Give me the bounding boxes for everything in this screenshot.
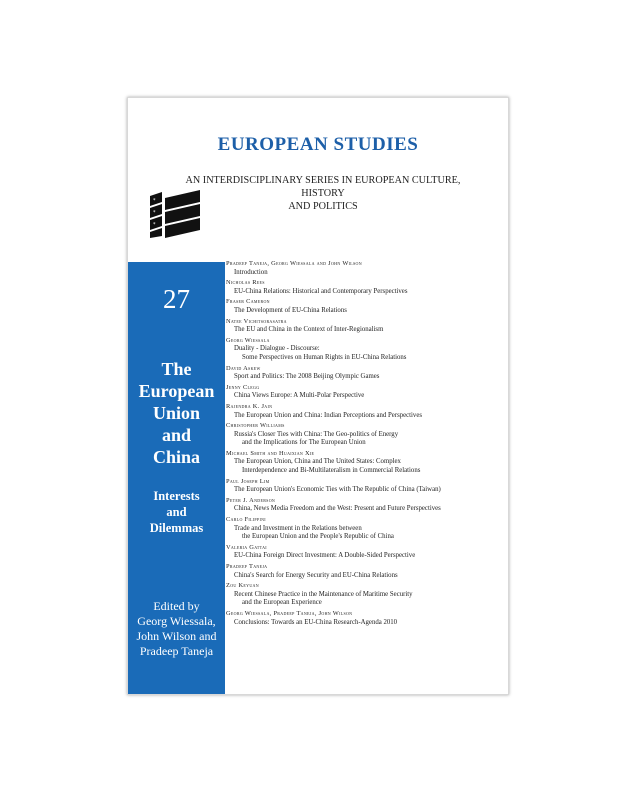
- volume-number: 27: [163, 284, 190, 314]
- toc-author: Zou Keyuan: [226, 582, 259, 590]
- toc-author: Jenny Clegg: [226, 383, 260, 391]
- toc-chapter-title: China, News Media Freedom and the West: Present and Future Perspectives: [234, 505, 441, 513]
- series-subtitle-line: AND POLITICS: [288, 201, 358, 212]
- toc-author: Peter J. Anderson: [226, 496, 276, 504]
- series-title: EUROPEAN STUDIES: [217, 134, 419, 155]
- toc-author: Natee Vichitsorasatra: [226, 317, 287, 325]
- toc-author: Valeria Gattai: [226, 543, 267, 551]
- toc-entry: [226, 260, 504, 277]
- toc-author: David Askew: [226, 364, 261, 372]
- toc-chapter-title: The European Union's Economic Ties with The Republic of China (Taiwan): [234, 486, 441, 494]
- book-subtitle-line: Dilemmas: [149, 521, 204, 535]
- toc-chapter-title: The European Union, China and The United States: Complex: [234, 458, 401, 466]
- toc-entry: [226, 298, 504, 315]
- toc-chapter-title: and the European Experience: [242, 599, 322, 607]
- book-title-line: European: [138, 381, 215, 401]
- toc-entry: [226, 582, 504, 608]
- toc-entry: [226, 478, 504, 495]
- toc-entry: [226, 318, 504, 335]
- toc-chapter-title: EU-China Foreign Direct Investment: A Double-Sided Perspective: [234, 552, 416, 560]
- toc-entry: [226, 403, 504, 420]
- toc-entry: [226, 422, 504, 448]
- book-subtitle-line: Interests: [153, 489, 200, 503]
- toc-chapter-title: Recent Chinese Practice in the Maintenance of Maritime Security: [234, 590, 413, 598]
- european-studies-logo-icon: [148, 190, 202, 238]
- toc-chapter-title: China Views Europe: A Multi-Polar Perspective: [234, 392, 365, 400]
- editors-line: John Wilson and: [136, 629, 217, 643]
- editors-line: Edited by: [153, 599, 200, 613]
- toc-chapter-title: and the Implications for The European Union: [242, 439, 366, 447]
- toc-author: Georg Wiessala: [226, 336, 270, 344]
- toc-author: Michael Smith and Huaixian Xie: [226, 449, 315, 457]
- toc-entry: [226, 563, 504, 580]
- table-of-contents: [226, 260, 504, 629]
- toc-author: Pradeep Taneja: [226, 563, 268, 570]
- toc-chapter-title: the European Union and the People's Republic of China: [242, 533, 394, 541]
- toc-chapter-title: EU-China Relations: Historical and Contemporary Perspectives: [234, 287, 408, 295]
- toc-entry: [226, 610, 504, 627]
- toc-author: Christopher Williams: [226, 422, 285, 430]
- toc-chapter-title: China's Search for Energy Security and EU-China Relations: [234, 571, 398, 579]
- toc-chapter-title: The EU and China in the Context of Inter-Regionalism: [234, 326, 384, 334]
- toc-entry: [226, 384, 504, 401]
- toc-chapter-title: Russia's Closer Ties with China: The Geo-politics of Energy: [234, 430, 399, 438]
- toc-entry: [226, 516, 504, 542]
- toc-author: Rajendra K. Jain: [226, 402, 273, 410]
- toc-chapter-title: Conclusions: Towards an EU-China Research-Agenda 2010: [234, 618, 398, 626]
- editors: [128, 599, 225, 659]
- blue-sidebar: [128, 262, 225, 694]
- toc-author: Georg Wiessala, Pradeep Taneja, John Wilson: [226, 609, 353, 617]
- svg-text:*: *: [153, 198, 156, 204]
- book-title-line: The: [161, 359, 192, 379]
- book-title-line: Union: [152, 403, 201, 423]
- toc-entry: [226, 497, 504, 514]
- toc-entry: [226, 544, 504, 561]
- toc-chapter-title: Interdependence and Bi-Multilateralism in Commercial Relations: [242, 467, 421, 475]
- book-subtitle: [128, 488, 225, 536]
- book-subtitle-line: and: [166, 505, 187, 519]
- toc-author: Fraser Cameron: [226, 298, 270, 306]
- toc-entry: [226, 450, 504, 476]
- editors-line: Pradeep Taneja: [139, 644, 214, 658]
- series-subtitle-line: AN INTERDISCIPLINARY SERIES IN EUROPEAN CULTURE, HISTORY: [185, 175, 461, 199]
- toc-chapter-title: The Development of EU-China Relations: [234, 306, 347, 314]
- toc-author: Paul Joseph Lim: [226, 477, 270, 485]
- toc-author: Pradeep Taneja, Georg Wiessala and John Wilson: [226, 260, 362, 267]
- toc-chapter-title: Trade and Investment in the Relations between: [234, 524, 362, 532]
- toc-chapter-title: Duality - Dialogue - Discourse:: [234, 345, 320, 353]
- toc-chapter-title: The European Union and China: Indian Perceptions and Perspectives: [234, 411, 422, 419]
- series-subtitle: [168, 174, 478, 213]
- toc-entry: [226, 365, 504, 382]
- svg-text:*: *: [153, 222, 156, 228]
- toc-chapter-title: Sport and Politics: The 2008 Beijing Olympic Games: [234, 373, 380, 381]
- toc-chapter-title: Introduction: [234, 268, 268, 276]
- toc-entry: [226, 337, 504, 363]
- toc-author: Nicholas Rees: [226, 279, 265, 287]
- book-title-line: and: [161, 425, 192, 445]
- book-title: [128, 358, 225, 468]
- editors-line: Georg Wiessala,: [137, 614, 216, 628]
- book-title-line: China: [152, 447, 201, 467]
- toc-chapter-title: Some Perspectives on Human Rights in EU-China Relations: [242, 353, 407, 361]
- svg-text:*: *: [153, 210, 156, 216]
- book-cover: [127, 97, 509, 695]
- toc-author: Carlo Filippini: [226, 516, 266, 524]
- toc-entry: [226, 279, 504, 296]
